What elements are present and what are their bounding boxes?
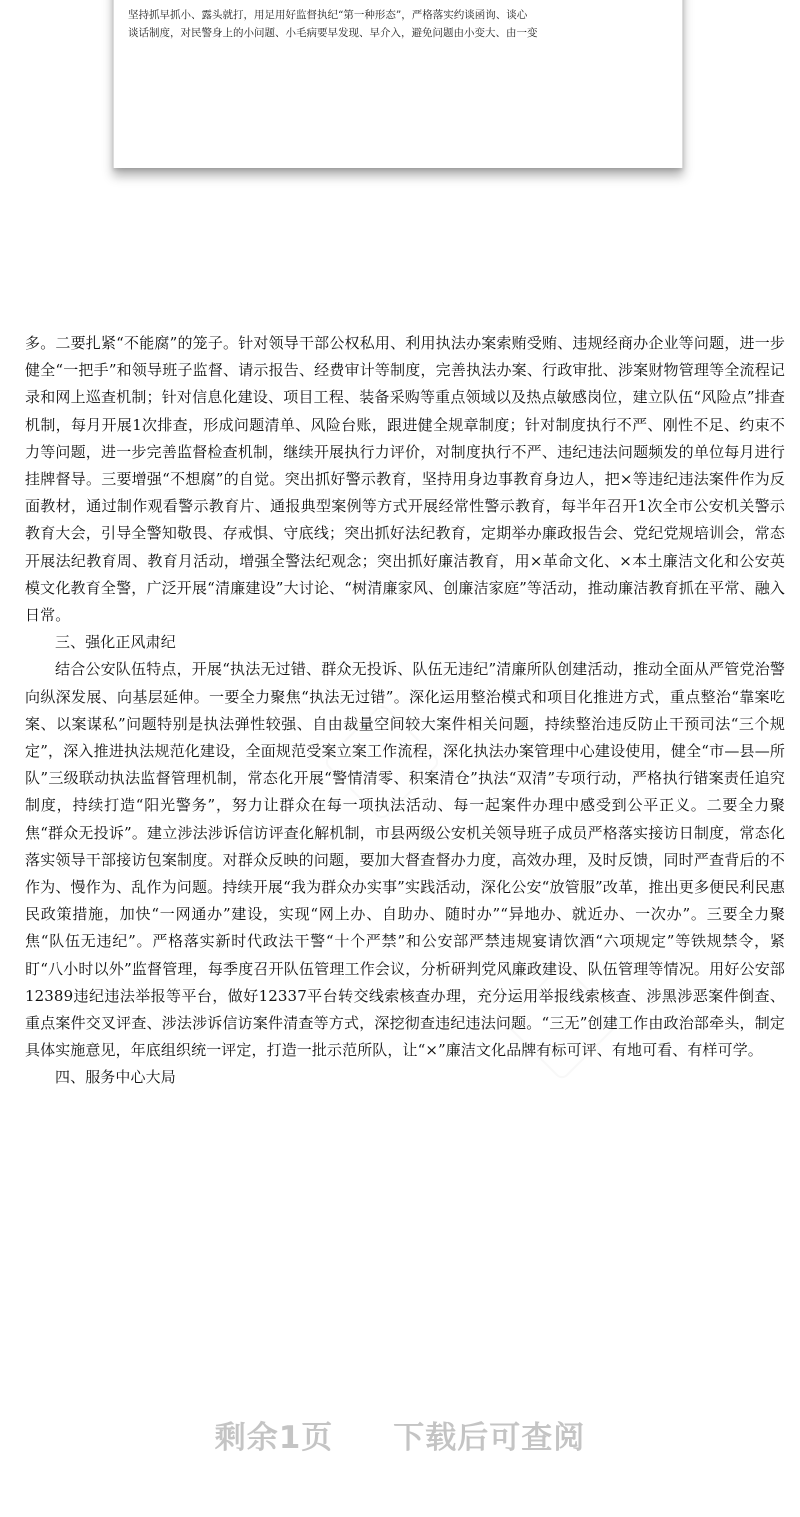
download-to-view-label[interactable]: 下载后可查阅 xyxy=(393,1420,586,1456)
body-paragraph-2: 结合公安队伍特点，开展“执法无过错、群众无投诉、队伍无违纪”清廉所队创建活动，推动全面从严管党治警向纵深发展、向基层延伸。一要全力聚焦“执法无过错”。深化运用整治模式和项目化推进方式，重点整治“靠案吃案、以案谋私”问题特别是执法弹性较强、自由裁量空间较大案件相关问题，持续整治违反防止干预司法“三个规定”，深入推进执法规范化建设，全面规范受案立案工作流程，深化执法办案管理中心建设使用，健全“市—县—所队”三级联动执法监督管理机制，常态化开展“警情清零、积案清仓”执法“双清”专项行动，严格执行错案责任追究制度，持续打造“阳光警务”，努力让群众在每一项执法活动、每一起案件办理中感受到公平正义。二要全力聚焦“群众无投诉”。建立涉法涉诉信访评查化解机制，市县两级公安机关领导班子成员严格落实接访日制度，常态化落实领导干部接访包案制度。对群众反映的问题，要加大督查督办力度，高效办理，及时反馈，同时严查背后的不作为、慢作为、乱作为问题。持续开展“我为群众办实事”实践活动，深化公安“放管服”改革，推出更多便民利民惠民政策措施，加快“一网通办”建设，实现“网上办、自助办、随时办”“异地办、就近办、一次办”。三要全力聚焦“队伍无违纪”。严格落实新时代政法干警“十个严禁”和公安部严禁违规宴请饮酒“六项规定”等铁规禁令，紧盯“八小时以外”监督管理，每季度召开队伍管理工作会议，分析研判党风廉政建设、队伍管理等情况。用好公安部12389违纪违法举报等平台，做好12337平台转交线索核查办理，充分运用举报线索核查、涉黑涉恶案件倒查、重点案件交叉评查、涉法涉诉信访案件清查等方式，深挖彻查违纪违法问题。“三无”创建工作由政治部牵头，制定具体实施意见，年底组织统一评定，打造一批示范所队，让“×”廉洁文化品牌有标可评、有地可看、有样可学。 xyxy=(25,660,785,1060)
section-heading-3: 三、强化正风肃纪 xyxy=(55,633,176,652)
preview-page-card xyxy=(113,0,683,168)
remaining-pages-label: 剩余1页 xyxy=(214,1420,334,1456)
preview-line-2: 谈话制度，对民警身上的小问题、小毛病要早发现、早介入，避免问题由小变大、由一变 xyxy=(128,27,538,39)
section-heading-4: 四、服务中心大局 xyxy=(55,1068,176,1087)
body-paragraph-1: 多。二要扎紧“不能腐”的笼子。针对领导干部公权私用、利用执法办案索贿受贿、违规经商办企业等问题，进一步健全“一把手”和领导班子监督、请示报告、经费审计等制度，完善执法办案、行政审批、涉案财物管理等全流程记录和网上巡查机制；针对信息化建设、项目工程、装备采购等重点领域以及热点敏感岗位，建立队伍“风险点”排查机制，每月开展1次排查，形成问题清单、风险台账，跟进健全规章制度；针对制度执行不严、刚性不足、约束不力等问题，进一步完善监督检查机制，继续开展执行力评价，对制度执行不严、违纪违法问题频发的单位每月进行挂牌督导。三要增强“不想腐”的自觉。突出抓好警示教育，坚持用身边事教育身边人，把×等违纪违法案件作为反面教材，通过制作观看警示教育片、通报典型案例等方式开展经常性警示教育，每半年召开1次全市公安机关警示教育大会，引导全警知敬畏、存戒惧、守底线；突出抓好法纪教育，定期举办廉政报告会、党纪党规培训会，常态开展法纪教育周、教育月活动，增强全警法纪观念；突出抓好廉洁教育，用×革命文化、×本土廉洁文化和公安英模文化教育全警，广泛开展“清廉建设”大讨论、“树清廉家风、创廉洁家庭”等活动，推动廉洁教育抓在平常、融入日常。 xyxy=(25,334,785,625)
preview-page-text xyxy=(128,6,668,42)
document-body xyxy=(25,330,785,1092)
preview-line-1: 坚持抓早抓小、露头就打，用足用好监督执纪“第一种形态”，严格落实约谈函询、谈心 xyxy=(128,9,528,21)
download-prompt[interactable] xyxy=(0,1412,800,1457)
